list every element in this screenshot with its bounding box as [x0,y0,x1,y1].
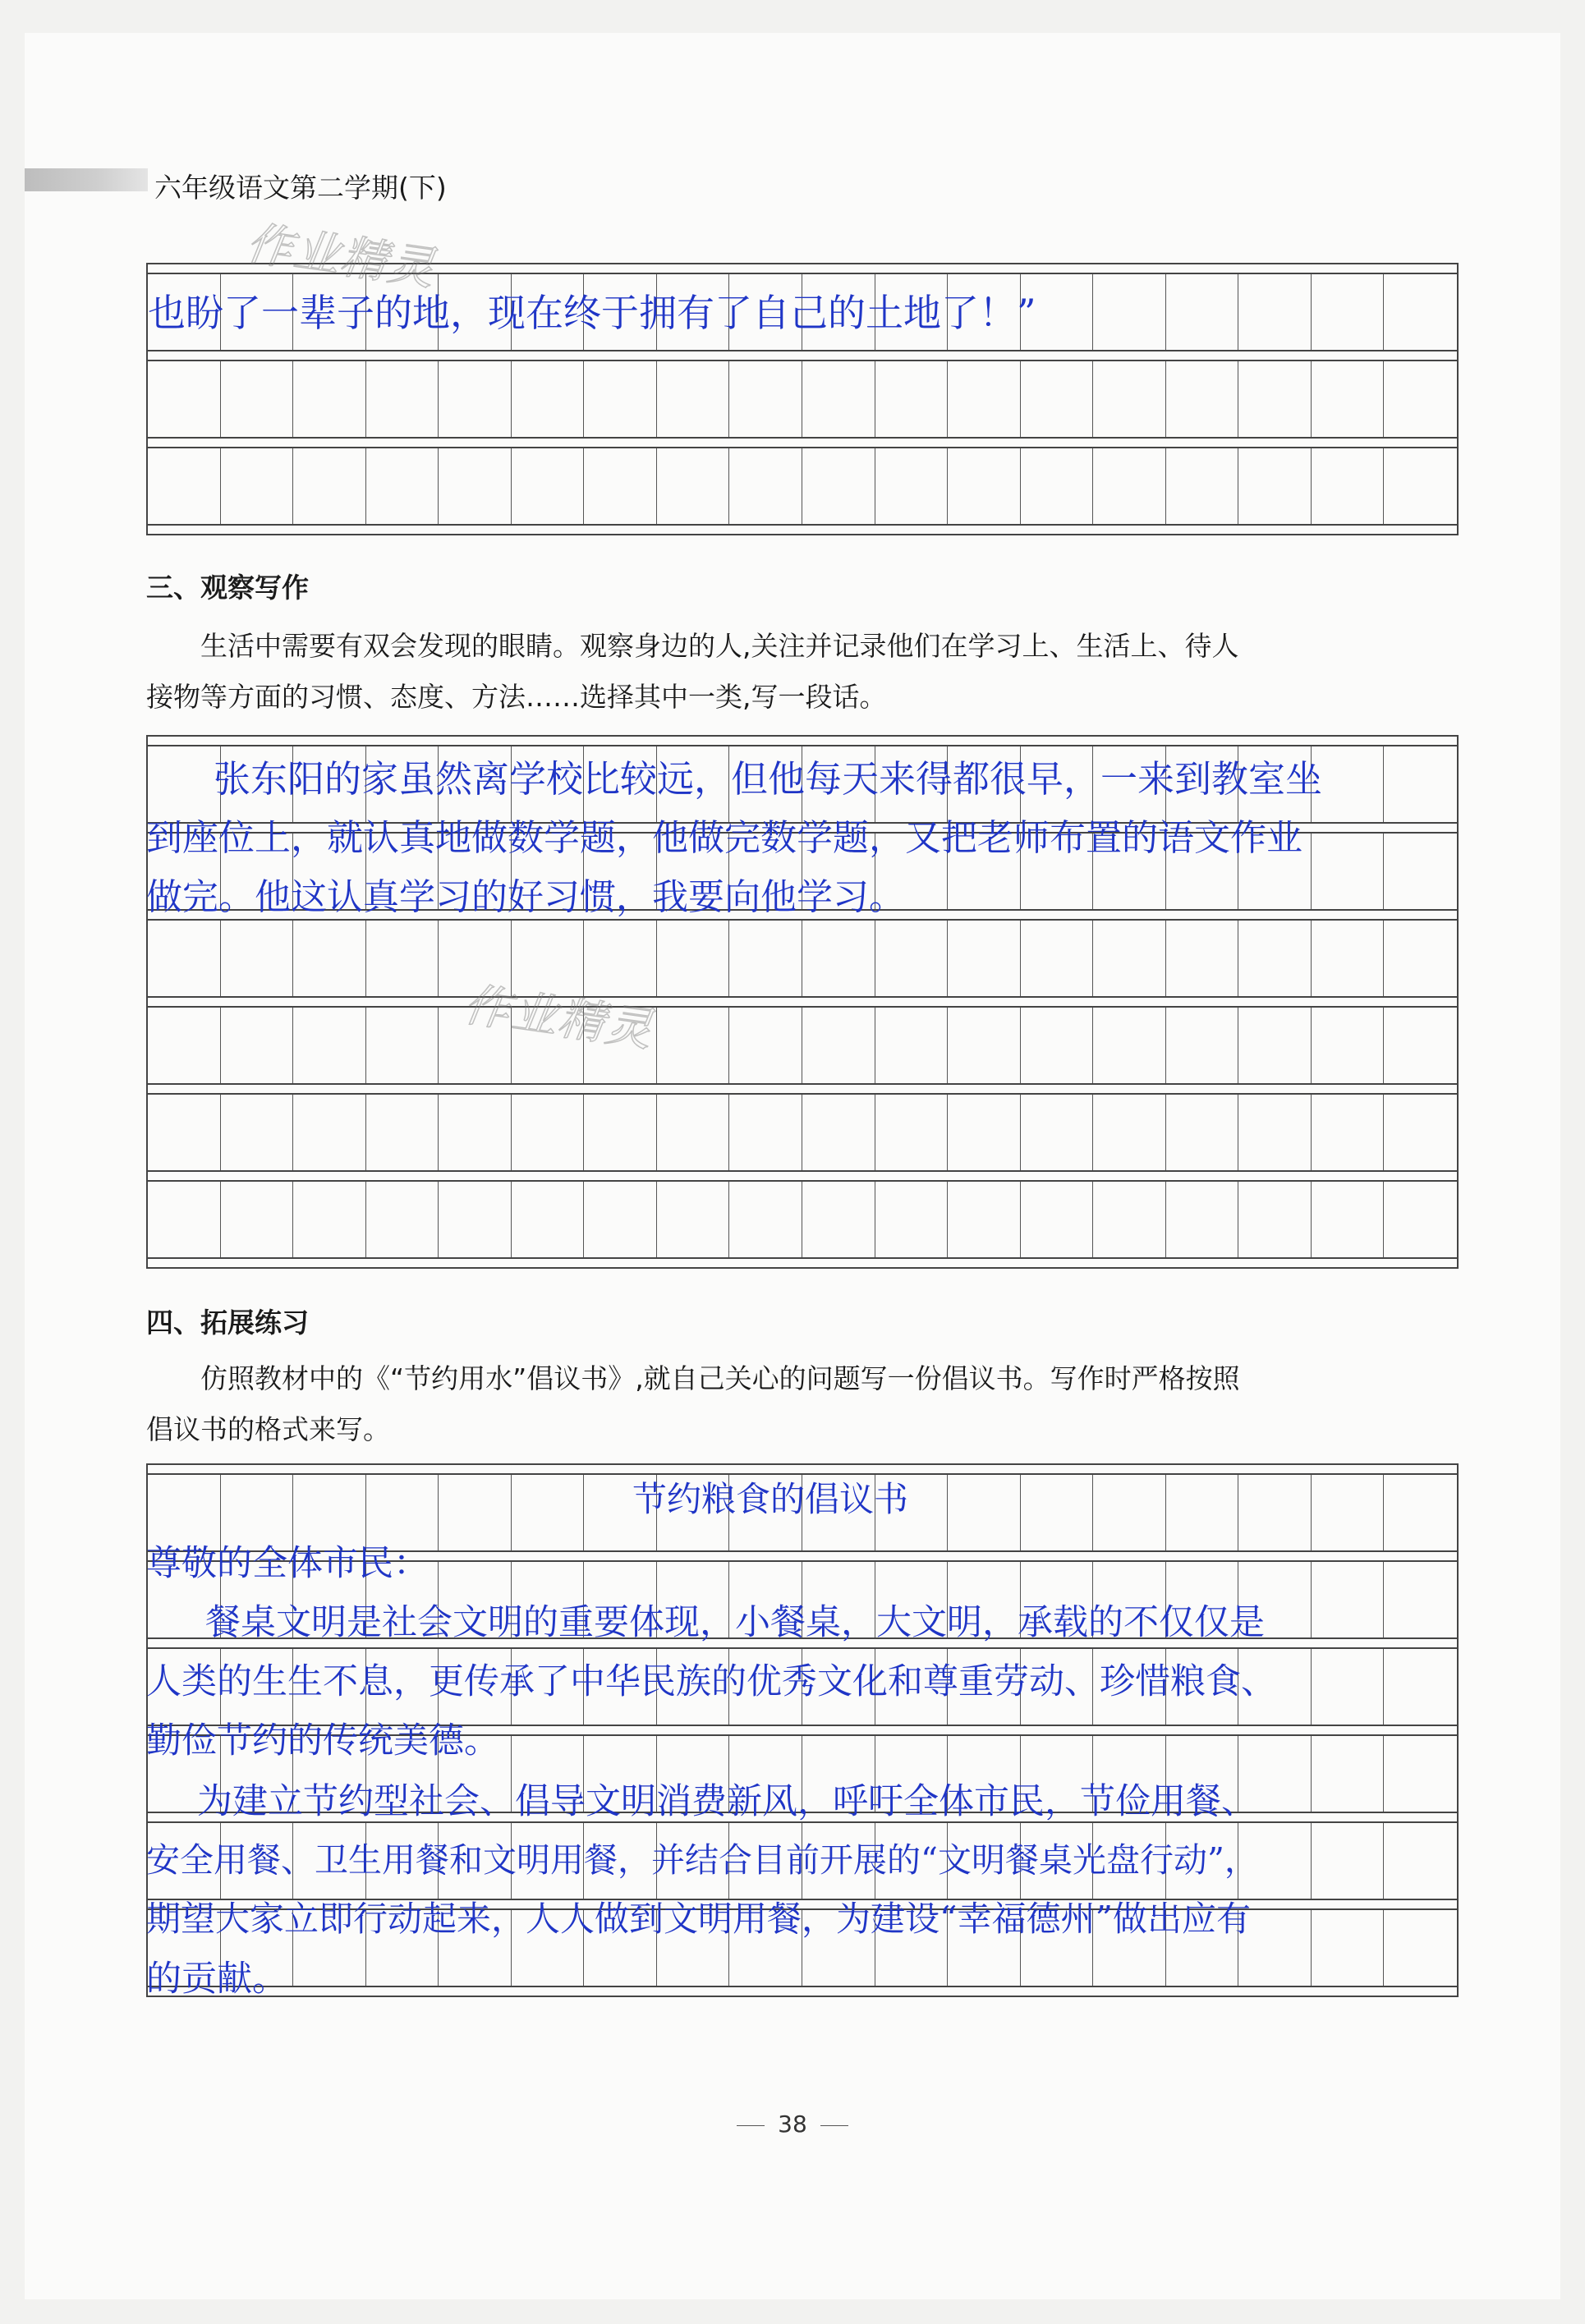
handwritten-answer-line: 勤俭节约的传统美德。 [146,1720,499,1761]
handwritten-answer-line: 餐桌文明是社会文明的重要体现，小餐桌，大文明，承载的不仅仅是 [205,1602,1265,1643]
page-number-dash-right [820,2125,848,2126]
section-4-title: 四、拓展练习 [146,1307,309,1339]
handwritten-answer-line: 期望大家立即行动起来，人人做到文明用餐，为建设“幸福德州”做出应有 [146,1899,1251,1939]
handwritten-answer-line: 安全用餐、卫生用餐和文明用餐，并结合目前开展的“文明餐桌光盘行动”， [146,1840,1258,1880]
header-decoration [25,168,148,191]
grid-row [148,1182,1457,1257]
handwritten-answer-line: 做完。他这认真学习的好习惯，我要向他学习。 [146,876,905,918]
grid-row [148,361,1457,437]
watermark-logo: 作业精灵 [242,217,439,296]
section-4-prompt [146,1353,1460,1455]
prompt-line: 仿照教材中的《“节约用水”倡议书》,就自己关心的问题写一份倡议书。写作时严格按照 [200,1362,1240,1394]
grid-row [148,1008,1457,1083]
prompt-line: 倡议书的格式来写。 [146,1413,390,1445]
page-header-title: 六年级语文第二学期(下) [154,172,447,204]
prompt-line: 接物等方面的习惯、态度、方法……选择其中一类,写一段话。 [146,681,887,713]
grid-row [148,921,1457,996]
handwritten-answer-line: 的贡献。 [146,1959,287,2000]
handwritten-answer-line: 张东阳的家虽然离学校比较远，但他每天来得都很早，一来到教室坐 [214,757,1323,801]
grid-row [148,1095,1457,1170]
handwritten-answer-line: 为建立节约型社会、倡导文明消费新风，呼吁全体市民，节俭用餐、 [197,1781,1257,1822]
handwritten-answer-line: 尊敬的全体市民： [146,1543,429,1584]
page-number: 38 [0,2110,1585,2138]
section-3-title: 三、观察写作 [146,572,309,604]
page-number-dash-left [737,2125,765,2126]
handwritten-answer-line: 也盼了一辈子的地，现在终于拥有了自己的土地了！” [148,291,1036,335]
watermark-logo: 作业精灵 [460,978,657,1058]
handwritten-answer-line: 人类的生生不息，更传承了中华民族的优秀文化和尊重劳动、珍惜粮食、 [146,1661,1276,1702]
handwritten-proposal-title: 节约粮食的倡议书 [632,1479,909,1519]
handwritten-answer-line: 到座位上，就认真地做数学题，他做完数学题，又把老师布置的语文作业 [146,817,1302,859]
grid-row [148,448,1457,524]
section-3-prompt [146,621,1460,723]
prompt-line: 生活中需要有双会发现的眼睛。观察身边的人,关注并记录他们在学习上、生活上、待人 [200,630,1239,662]
